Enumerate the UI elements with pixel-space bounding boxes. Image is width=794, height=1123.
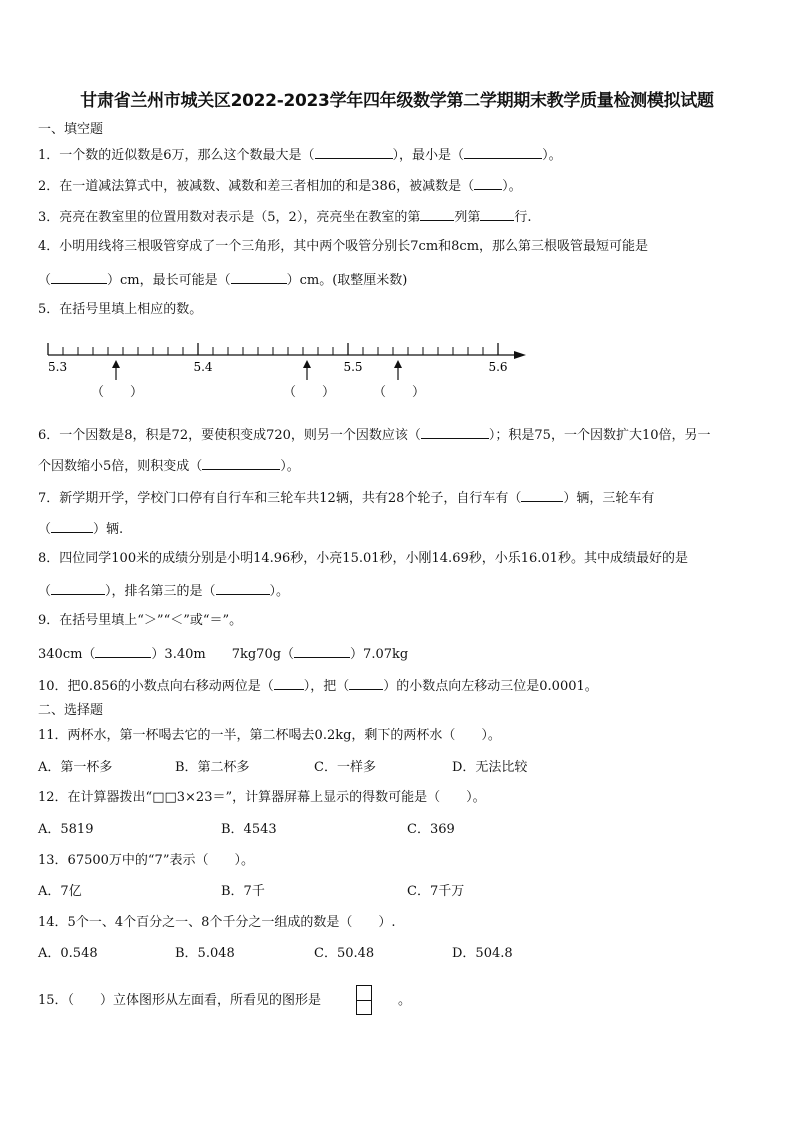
question-14: 14．5个一、4个百分之一、8个千分之一组成的数是（ ）. (38, 915, 396, 930)
answer-blank[interactable] (464, 146, 542, 159)
question-1: 1．一个数的近似数是6万，那么这个数最大是（ ），最小是（ ）。 (38, 148, 562, 163)
section-heading-fill-blank: 一、填空题 (38, 122, 104, 137)
answer-blank[interactable] (421, 426, 489, 439)
option-b[interactable]: B．5.048 (175, 946, 235, 961)
question-9: 9．在括号里填上“＞”“＜”或“＝”。 (38, 613, 243, 628)
question-2: 2．在一道减法算式中，被减数、减数和差三者相加的和是386，被减数是（ ）。 (38, 179, 522, 194)
answer-blank[interactable] (51, 582, 105, 595)
option-c[interactable]: C．50.48 (314, 946, 375, 961)
question-6-line-2: 个因数缩小5倍，则积变成（ ）。 (38, 459, 300, 474)
answer-paren[interactable]: （ ） (283, 385, 336, 400)
question-15-end: 。 (398, 993, 412, 1008)
question-10: 10．把0.856的小数点向右移动两位是（ ），把（ ）的小数点向左移动三位是0.0001。 (38, 679, 598, 694)
option-c[interactable]: C．7千万 (407, 884, 465, 899)
up-arrow-icon (394, 360, 402, 380)
question-6-line-1: 6．一个因数是8，积是72，要使积变成720，则另一个因数应该（ ）；积是75，一个因数扩大10倍，另一 (38, 428, 711, 443)
option-b[interactable]: B．4543 (221, 822, 277, 837)
question-3: 3．亮亮在教室里的位置用数对表示是（5，2），亮亮坐在教室的第 列第 行. (38, 210, 532, 225)
up-arrow-icon (303, 360, 311, 380)
question-12: 12．在计算器拨出“□□3×23＝”，计算器屏幕上显示的得数可能是（ ）。 (38, 790, 486, 805)
tick-label-5.3: 5.3 (48, 360, 68, 374)
option-d[interactable]: D．504.8 (452, 946, 513, 961)
option-b[interactable]: B．第二杯多 (175, 760, 250, 775)
question-15: 15．（ ）立体图形从左面看，所看见的图形是 (38, 993, 322, 1008)
number-line-arrow-icon (514, 351, 526, 359)
question-11: 11．两杯水，第一杯喝去它的一半，第二杯喝去0.2kg，剩下的两杯水（ ）。 (38, 728, 501, 743)
tick-label-5.6: 5.6 (488, 360, 508, 374)
answer-blank[interactable] (315, 146, 393, 159)
question-4-line-1: 4．小明用线将三根吸管穿成了一个三角形，其中两个吸管分别长7cm和8cm，那么第三根吸管最短可能是 (38, 239, 649, 254)
answer-blank[interactable] (202, 457, 280, 470)
option-a[interactable]: A．5819 (38, 822, 94, 837)
answer-blank[interactable] (216, 582, 270, 595)
answer-blank[interactable] (51, 271, 107, 284)
answer-blank[interactable] (231, 271, 287, 284)
answer-blank[interactable] (420, 208, 454, 221)
question-13: 13．67500万中的“7”表示（ ）。 (38, 853, 254, 868)
answer-blank[interactable] (51, 520, 93, 533)
tick-label-5.5: 5.5 (343, 360, 363, 374)
option-b[interactable]: B．7千 (221, 884, 265, 899)
answer-blank[interactable] (474, 177, 502, 190)
option-a[interactable]: A．0.548 (38, 946, 98, 961)
option-c[interactable]: C．369 (407, 822, 455, 837)
question-9-items: 340cm（ ）3.40m 7kg70g（ ）7.07kg (38, 647, 409, 662)
up-arrow-icon (112, 360, 120, 380)
question-4-line-2: （ ）cm，最长可能是（ ）cm。(取整厘米数) (38, 273, 408, 288)
option-a[interactable]: A．第一杯多 (38, 760, 113, 775)
answer-blank[interactable] (294, 645, 350, 658)
option-c[interactable]: C．一样多 (314, 760, 376, 775)
left-view-figure-icon (356, 985, 372, 1015)
option-a[interactable]: A．7亿 (38, 884, 82, 899)
answer-blank[interactable] (95, 645, 151, 658)
section-heading-multiple-choice: 二、选择题 (38, 703, 104, 718)
answer-paren[interactable]: （ ） (373, 385, 426, 400)
answer-blank[interactable] (349, 677, 383, 690)
question-7-line-1: 7．新学期开学，学校门口停有自行车和三轮车共12辆，共有28个轮子，自行车有（ ）辆，三轮车有 (38, 491, 655, 506)
answer-blank[interactable] (480, 208, 514, 221)
answer-paren[interactable]: （ ） (91, 385, 144, 400)
answer-blank[interactable] (521, 489, 563, 502)
question-8-line-1: 8．四位同学100米的成绩分别是小明14.96秒，小亮15.01秒，小刚14.69秒，小乐16.01秒。其中成绩最好的是 (38, 551, 688, 566)
question-7-line-2: （ ）辆. (38, 522, 124, 537)
question-8-line-2: （ ），排名第三的是（ ）。 (38, 584, 290, 599)
option-d[interactable]: D．无法比较 (452, 760, 528, 775)
question-5: 5．在括号里填上相应的数。 (38, 302, 203, 317)
tick-label-5.4: 5.4 (193, 360, 213, 374)
answer-blank[interactable] (274, 677, 304, 690)
number-line-ticks (48, 343, 498, 355)
page-title: 甘肃省兰州市城关区2022-2023学年四年级数学第二学期期末教学质量检测模拟试题 (80, 91, 714, 111)
